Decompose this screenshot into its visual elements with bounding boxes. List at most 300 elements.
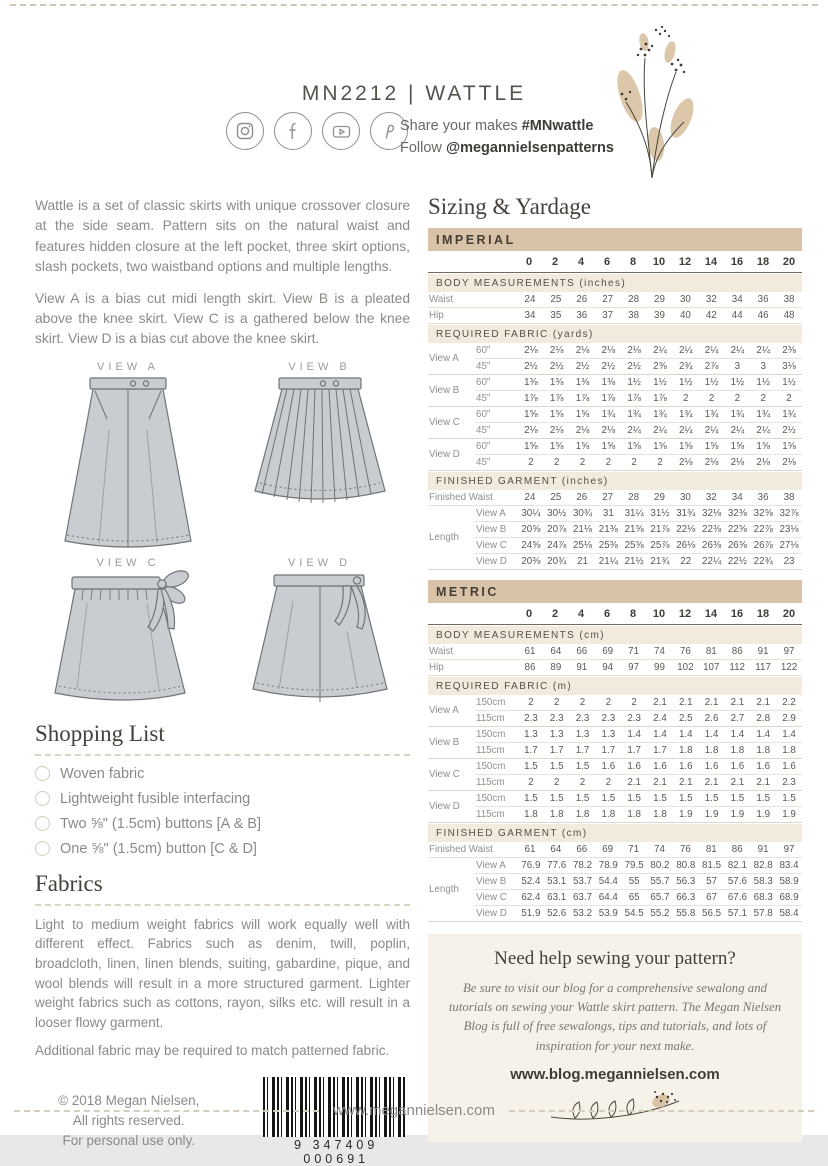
value-cell: 1⅝ <box>782 441 796 452</box>
table-row <box>475 807 802 822</box>
value-cell: 2 <box>760 393 766 404</box>
value-cell: 22 <box>680 556 692 567</box>
row-values <box>517 294 802 305</box>
value-cell: 2⅛ <box>601 345 616 356</box>
table-group <box>428 695 802 727</box>
value-cell: 80.8 <box>676 860 696 871</box>
row-label: 45" <box>476 457 491 468</box>
row-values <box>517 310 802 321</box>
value-cell: 35 <box>550 310 562 321</box>
row-values <box>518 508 802 519</box>
row-label: Waist <box>429 646 454 657</box>
value-cell: 2⅛ <box>549 425 564 436</box>
value-cell: 2 <box>683 393 689 404</box>
sizing-yardage-heading: Sizing & Yardage <box>428 194 591 219</box>
intro-paragraph-2: View A is a bias cut midi length skirt. View B is a pleated above the knee skirt. View C is a gathered below the knee skirt. View D is a bias cut above the knee skirt. <box>35 290 410 347</box>
value-cell: 2.3 <box>524 713 538 724</box>
value-cell: 1.5 <box>653 793 667 804</box>
row-values <box>518 524 802 535</box>
value-cell: 1.9 <box>704 809 719 820</box>
value-cell: 2 <box>605 697 612 708</box>
value-cell: 2.1 <box>627 777 641 788</box>
value-cell: 25 <box>550 294 562 305</box>
value-cell: 1.6 <box>601 761 616 772</box>
value-cell: 2⅛ <box>575 425 590 436</box>
value-cell: 32 <box>705 492 717 503</box>
shopping-list <box>35 766 410 857</box>
value-cell: 1½ <box>678 377 693 388</box>
value-cell: 63.7 <box>572 892 593 903</box>
value-cell: 62.4 <box>521 892 541 903</box>
row-values <box>518 876 802 887</box>
size-cell: 4 <box>577 607 585 620</box>
table-section-header: FINISHED GARMENT (inches) <box>428 472 802 490</box>
value-cell: 48 <box>783 310 795 321</box>
value-cell: 65 <box>628 892 640 903</box>
value-cell: 20⅝ <box>521 524 541 535</box>
value-cell: 68.3 <box>753 892 773 903</box>
value-cell: 21⅝ <box>624 524 644 535</box>
value-cell: 23 <box>783 556 795 567</box>
table-band: IMPERIAL <box>428 228 802 251</box>
size-cell: 12 <box>678 255 692 268</box>
value-cell: 2⅜ <box>782 345 796 356</box>
value-cell: 1.8 <box>601 809 616 820</box>
row-label: 150cm <box>476 697 506 708</box>
value-cell: 1.4 <box>678 729 693 740</box>
row-label: 45" <box>476 393 491 404</box>
value-cell: 76.9 <box>521 860 541 871</box>
size-cell: 0 <box>525 607 533 620</box>
group-rows <box>475 375 802 406</box>
imperial-table <box>428 228 802 570</box>
table-group <box>428 727 802 759</box>
value-cell: 2⅛ <box>627 345 641 356</box>
checklist-circle-icon <box>35 791 50 806</box>
table-row <box>428 644 802 660</box>
value-cell: 51.9 <box>521 908 541 919</box>
value-cell: 1⅝ <box>524 441 538 452</box>
value-cell: 1.3 <box>549 729 564 740</box>
value-cell: 22½ <box>727 556 747 567</box>
value-cell: 29 <box>654 294 665 305</box>
value-cell: 1⅝ <box>601 441 616 452</box>
fabrics-paragraph-2: Additional fabric may be required to match patterned fabric. <box>35 1043 390 1059</box>
value-cell: 2⅛ <box>524 425 538 436</box>
value-cell: 2⅛ <box>678 457 693 468</box>
table-row <box>475 455 802 470</box>
value-cell: 30¼ <box>521 508 541 519</box>
value-cell: 53.9 <box>598 908 618 919</box>
table-section-header: BODY MEASUREMENTS (cm) <box>428 626 802 644</box>
instagram-icon <box>226 112 264 150</box>
value-cell: 1¾ <box>730 409 745 420</box>
value-cell: 74 <box>654 844 665 855</box>
footer <box>0 1102 828 1119</box>
value-cell: 66.3 <box>676 892 696 903</box>
value-cell: 1.5 <box>549 793 564 804</box>
value-cell: 2.7 <box>730 713 745 724</box>
value-cell: 1.8 <box>524 809 538 820</box>
value-cell: 2½ <box>575 361 590 372</box>
value-cell: 22⅜ <box>702 524 722 535</box>
row-label: 60" <box>476 409 491 420</box>
value-cell: 65.7 <box>650 892 670 903</box>
value-cell: 2 <box>528 697 534 708</box>
footer-url: www.megannielsen.com <box>333 1102 495 1119</box>
value-cell: 77.6 <box>547 860 567 871</box>
value-cell: 25⅛ <box>572 540 593 551</box>
value-cell: 1.6 <box>756 761 771 772</box>
value-cell: 86 <box>731 844 743 855</box>
value-cell: 2.5 <box>678 713 693 724</box>
value-cell: 1¾ <box>653 409 667 420</box>
value-cell: 1.7 <box>575 745 590 756</box>
table-row <box>475 743 802 758</box>
size-cell: 14 <box>704 255 718 268</box>
value-cell: 2 <box>786 393 792 404</box>
sizes-row <box>428 603 802 625</box>
value-cell: 25⅝ <box>624 540 644 551</box>
row-label: Finished Waist <box>429 844 493 855</box>
value-cell: 2⅞ <box>704 361 719 372</box>
value-cell: 1⅜ <box>575 377 590 388</box>
value-cell: 2 <box>579 697 586 708</box>
value-cell: 78.2 <box>572 860 593 871</box>
row-label: 60" <box>476 441 491 452</box>
value-cell: 36 <box>757 294 769 305</box>
value-cell: 68.9 <box>779 892 799 903</box>
copyright-text <box>35 1091 223 1152</box>
value-cell: 91 <box>757 646 769 657</box>
value-cell: 102 <box>677 662 694 673</box>
value-cell: 1.9 <box>730 809 745 820</box>
row-values <box>518 793 802 804</box>
row-values <box>518 377 802 388</box>
value-cell: 1.7 <box>653 745 667 756</box>
value-cell: 32⅝ <box>753 508 773 519</box>
value-cell: 1.4 <box>756 729 771 740</box>
value-cell: 20⅜ <box>521 556 541 567</box>
value-cell: 25⅞ <box>650 540 670 551</box>
value-cell: 1.9 <box>678 809 693 820</box>
table-group <box>428 858 802 922</box>
value-cell: 26⅜ <box>702 540 722 551</box>
value-cell: 2.4 <box>653 713 667 724</box>
value-cell: 1⅝ <box>549 409 564 420</box>
value-cell: 38 <box>628 310 640 321</box>
value-cell: 1⅞ <box>627 393 641 404</box>
size-cell: 18 <box>756 607 770 620</box>
value-cell: 27 <box>602 492 614 503</box>
row-label: 60" <box>476 377 491 388</box>
value-cell: 34 <box>731 294 743 305</box>
value-cell: 1.3 <box>575 729 590 740</box>
table-row <box>475 343 802 359</box>
view-b-label: VIEW B <box>288 360 351 373</box>
value-cell: 2¾ <box>678 361 693 372</box>
value-cell: 26⅛ <box>676 540 696 551</box>
value-cell: 1.5 <box>704 793 719 804</box>
value-cell: 2¼ <box>678 425 693 436</box>
view-d-cell <box>229 557 410 707</box>
value-cell: 56.5 <box>702 908 722 919</box>
value-cell: 64.4 <box>598 892 618 903</box>
value-cell: 2⅛ <box>549 345 564 356</box>
value-cell: 63.1 <box>547 892 567 903</box>
row-label: View C <box>476 540 507 551</box>
row-values <box>518 393 802 404</box>
table-row <box>475 423 802 438</box>
group-rows <box>475 791 802 822</box>
value-cell: 52.4 <box>521 876 541 887</box>
value-cell: 1⅞ <box>601 393 616 404</box>
value-cell: 1¾ <box>678 409 693 420</box>
value-cell: 53.7 <box>572 876 593 887</box>
value-cell: 1.6 <box>678 761 693 772</box>
value-cell: 57.6 <box>727 876 747 887</box>
value-cell: 1.8 <box>704 745 719 756</box>
size-cell: 16 <box>730 607 744 620</box>
value-cell: 76 <box>679 646 691 657</box>
value-cell: 1⅝ <box>756 441 771 452</box>
value-cell: 21¼ <box>598 556 618 567</box>
value-cell: 2 <box>631 697 637 708</box>
value-cell: 89 <box>550 662 562 673</box>
value-cell: 21 <box>577 556 588 567</box>
intro-paragraph-1: Wattle is a set of classic skirts with unique crossover closure at the side seam. Pattern sits on the natural waist and features hidden closure at the left pocket, three skirt options, slash pockets, two waistband options and multiple lengths. <box>35 198 410 275</box>
value-cell: 2.3 <box>782 777 796 788</box>
value-cell: 26 <box>576 294 588 305</box>
value-cell: 2 <box>553 457 560 468</box>
value-cell: 1⅝ <box>549 441 564 452</box>
group-label: View B <box>429 385 460 396</box>
value-cell: 2.1 <box>653 777 667 788</box>
value-cell: 54.4 <box>598 876 618 887</box>
value-cell: 26⅝ <box>727 540 747 551</box>
value-cell: 2¼ <box>678 345 693 356</box>
row-values <box>518 345 802 356</box>
value-cell: 2½ <box>549 361 564 372</box>
value-cell: 55.2 <box>650 908 670 919</box>
size-cell: 20 <box>782 255 796 268</box>
value-cell: 2⅛ <box>782 457 796 468</box>
value-cell: 1⅞ <box>549 393 564 404</box>
value-cell: 39 <box>654 310 665 321</box>
value-cell: 58.3 <box>753 876 773 887</box>
value-cell: 112 <box>729 662 746 673</box>
size-cell: 6 <box>603 255 611 268</box>
value-cell: 2 <box>657 457 663 468</box>
share-line: Share your makes #MNwattle <box>400 118 594 134</box>
value-cell: 1⅝ <box>678 441 693 452</box>
value-cell: 1.6 <box>704 761 719 772</box>
value-cell: 57.8 <box>753 908 773 919</box>
size-cell: 8 <box>629 607 637 620</box>
row-values <box>518 729 802 740</box>
row-values <box>518 361 802 372</box>
row-label: View C <box>476 892 507 903</box>
value-cell: 86 <box>731 646 743 657</box>
group-rows <box>475 695 802 726</box>
value-cell: 1.3 <box>601 729 616 740</box>
value-cell: 22⅝ <box>727 524 747 535</box>
table-section-header: FINISHED GARMENT (cm) <box>428 824 802 842</box>
metric-table <box>428 580 802 922</box>
value-cell: 55.7 <box>650 876 670 887</box>
value-cell: 2 <box>579 777 586 788</box>
value-cell: 1.8 <box>575 809 590 820</box>
value-cell: 2 <box>528 457 534 468</box>
row-values <box>518 540 802 551</box>
value-cell: 83.4 <box>779 860 799 871</box>
value-cell: 57.1 <box>727 908 747 919</box>
value-cell: 22⅞ <box>753 524 773 535</box>
footer-dash-right <box>509 1110 814 1112</box>
value-cell: 3⅛ <box>782 361 796 372</box>
shopping-list-item <box>35 766 410 782</box>
value-cell: 91 <box>757 844 769 855</box>
value-cell: 2 <box>605 777 612 788</box>
value-cell: 53.2 <box>572 908 593 919</box>
value-cell: 1.5 <box>678 793 693 804</box>
table-group <box>428 407 802 439</box>
value-cell: 107 <box>703 662 720 673</box>
row-values <box>517 662 802 673</box>
size-cell: 16 <box>730 255 744 268</box>
size-cell: 14 <box>704 607 718 620</box>
value-cell: 81 <box>705 646 717 657</box>
value-cell: 1.4 <box>704 729 719 740</box>
row-values <box>517 844 802 855</box>
group-rows <box>475 407 802 438</box>
group-label: View B <box>429 737 460 748</box>
value-cell: 1.5 <box>730 793 745 804</box>
table-row <box>475 890 802 906</box>
need-help-title: Need help sewing your pattern? <box>494 948 736 969</box>
value-cell: 1½ <box>730 377 745 388</box>
value-cell: 117 <box>755 662 771 673</box>
value-cell: 71 <box>628 646 640 657</box>
value-cell: 1.5 <box>524 761 538 772</box>
table-row <box>428 490 802 506</box>
table-row <box>475 858 802 874</box>
value-cell: 2.1 <box>730 777 745 788</box>
row-label: View A <box>476 508 506 519</box>
value-cell: 2½ <box>782 425 796 436</box>
table-row <box>475 554 802 569</box>
row-values <box>518 409 802 420</box>
row-label: View D <box>476 908 507 919</box>
table-row <box>475 439 802 455</box>
view-c-label: VIEW C <box>96 556 160 569</box>
value-cell: 1⅝ <box>575 441 590 452</box>
value-cell: 2.9 <box>782 713 796 724</box>
value-cell: 58.4 <box>779 908 799 919</box>
copyright-line: For personal use only. <box>62 1133 196 1149</box>
value-cell: 2⅛ <box>704 457 719 468</box>
value-cell: 2¼ <box>756 425 771 436</box>
value-cell: 1⅝ <box>730 441 745 452</box>
value-cell: 78.9 <box>598 860 618 871</box>
value-cell: 1.8 <box>653 809 667 820</box>
value-cell: 1⅜ <box>601 377 616 388</box>
value-cell: 2.8 <box>756 713 771 724</box>
value-cell: 31¾ <box>676 508 696 519</box>
value-cell: 28 <box>628 492 640 503</box>
value-cell: 1.6 <box>627 761 641 772</box>
value-cell: 27⅛ <box>779 540 799 551</box>
value-cell: 32⅜ <box>727 508 747 519</box>
value-cell: 1.5 <box>575 793 590 804</box>
skirt-views <box>35 361 410 707</box>
row-values <box>518 892 802 903</box>
value-cell: 91 <box>576 662 588 673</box>
value-cell: 2.2 <box>782 697 796 708</box>
value-cell: 97 <box>783 646 795 657</box>
value-cell: 82.8 <box>753 860 773 871</box>
table-group <box>428 439 802 471</box>
value-cell: 1.5 <box>756 793 771 804</box>
value-cell: 2.1 <box>653 697 667 708</box>
size-cell: 10 <box>652 607 666 620</box>
value-cell: 2 <box>708 393 715 404</box>
need-help-body: Be sure to visit our blog for a comprehensive sewalong and tutorials on sewing your Wattle skirt pattern. The Megan Nielsen Blog is full of free sewalongs, tips and tutorials, and lots of inspiration for your next make. <box>448 981 782 1053</box>
value-cell: 38 <box>783 294 795 305</box>
value-cell: 122 <box>780 662 798 673</box>
table-row <box>475 874 802 890</box>
row-label: 115cm <box>476 809 505 820</box>
size-cell: 20 <box>782 607 796 620</box>
table-band: METRIC <box>428 580 802 603</box>
row-label: View D <box>476 556 507 567</box>
shopping-list-item <box>35 791 410 807</box>
value-cell: 1.4 <box>653 729 667 740</box>
value-cell: 1.7 <box>627 745 641 756</box>
value-cell: 26⅞ <box>753 540 773 551</box>
value-cell: 1.7 <box>549 745 564 756</box>
row-label: 115cm <box>476 713 505 724</box>
row-values <box>518 809 802 820</box>
size-cell: 4 <box>577 255 585 268</box>
value-cell: 1.6 <box>782 761 796 772</box>
value-cell: 2⅛ <box>524 345 538 356</box>
value-cell: 2¼ <box>730 345 745 356</box>
fabrics-text <box>35 915 410 1061</box>
value-cell: 67 <box>706 892 718 903</box>
row-label: Hip <box>429 662 444 673</box>
value-cell: 1.4 <box>782 729 796 740</box>
value-cell: 61 <box>524 844 536 855</box>
value-cell: 2 <box>553 777 560 788</box>
value-cell: 1¾ <box>704 409 719 420</box>
table-section-header: BODY MEASUREMENTS (inches) <box>428 274 802 292</box>
size-cell: 10 <box>652 255 666 268</box>
value-cell: 46 <box>757 310 769 321</box>
row-values <box>518 761 802 772</box>
value-cell: 42 <box>705 310 717 321</box>
group-label: View D <box>429 801 460 812</box>
row-label: View B <box>476 524 507 535</box>
size-cell: 6 <box>603 607 611 620</box>
value-cell: 1½ <box>627 377 641 388</box>
value-cell: 24 <box>524 294 536 305</box>
sizes-row <box>428 251 802 273</box>
group-label: View C <box>429 417 460 428</box>
value-cell: 1⅞ <box>653 393 667 404</box>
value-cell: 66 <box>576 844 588 855</box>
table-row <box>475 391 802 406</box>
